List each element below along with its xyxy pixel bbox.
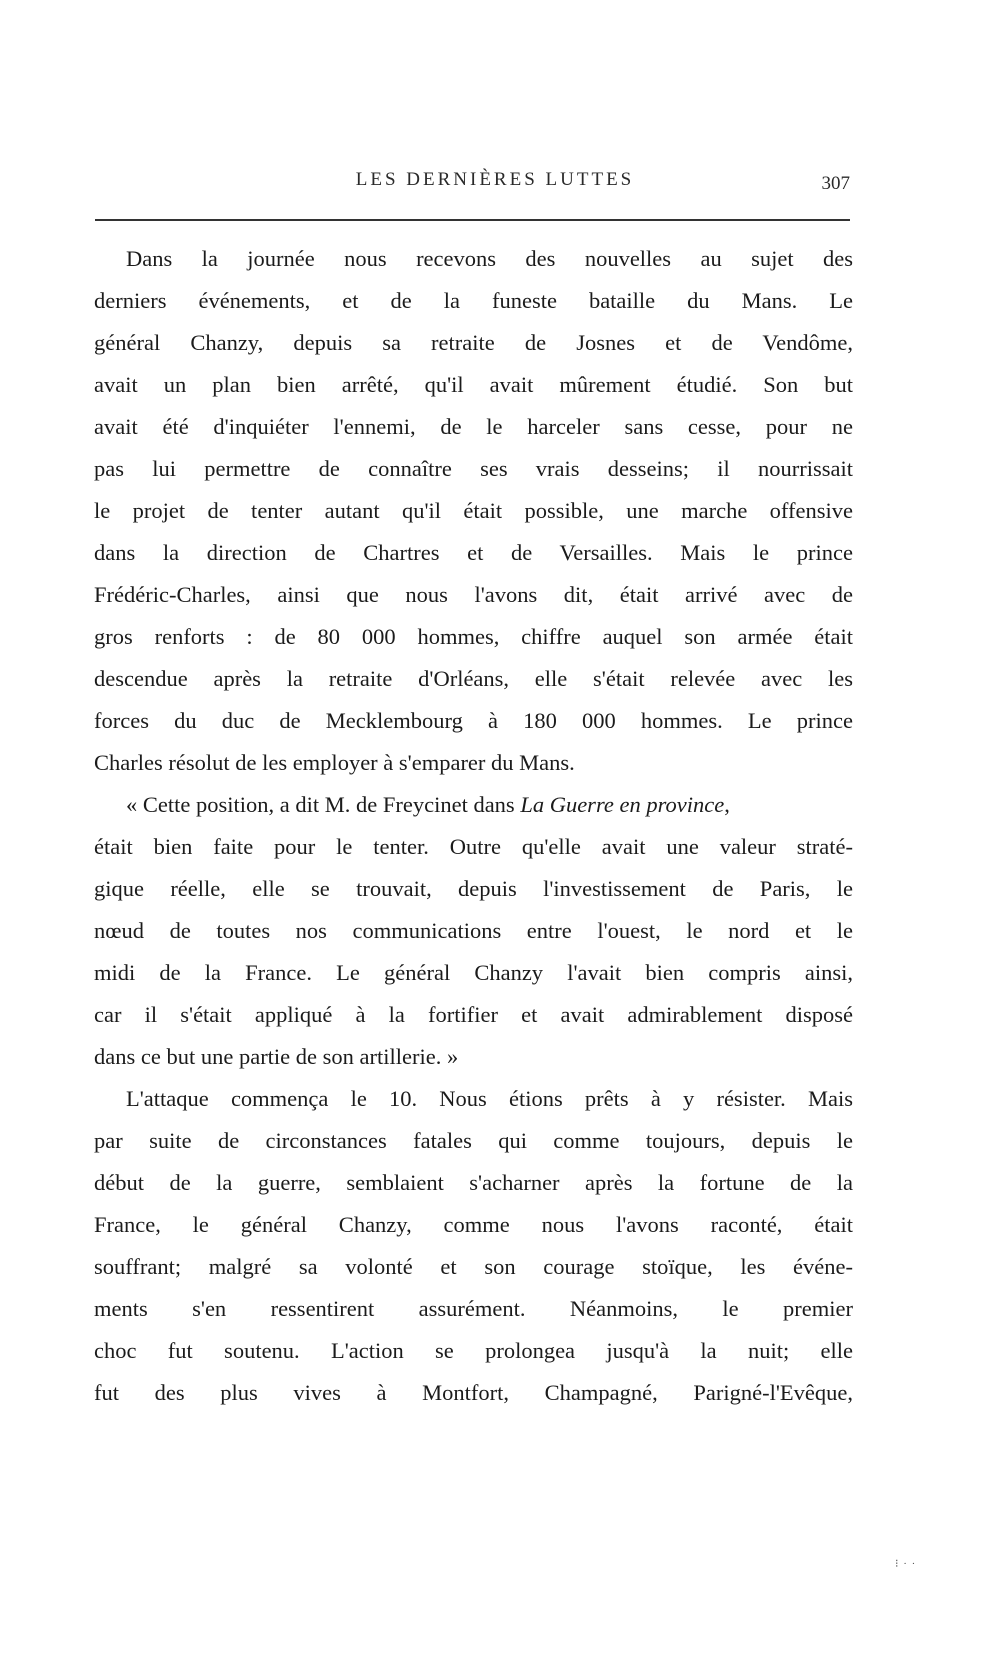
body-text xyxy=(94,238,853,1414)
text-line: Frédéric-Charles, ainsi que nous l'avons dit, était arrivé avec de xyxy=(94,582,853,607)
text-line: France, le général Chanzy, comme nous l'avons raconté, était xyxy=(94,1212,853,1237)
book-title: La Guerre en province xyxy=(520,792,725,817)
text-line: gique réelle, elle se trouvait, depuis l'investissement de Paris, le xyxy=(94,876,853,901)
text-line: dans ce but une partie de son artillerie. » xyxy=(94,1044,459,1069)
quote-line-start: « Cette position, a dit M. de Freycinet dans xyxy=(126,792,521,817)
text-line: gros renforts : de 80 000 hommes, chiffre auquel son armée était xyxy=(94,624,853,649)
text-line: souffrant; malgré sa volonté et son courage stoïque, les événe- xyxy=(94,1254,853,1279)
quote-first-line xyxy=(94,784,853,826)
text-line: pas lui permettre de connaître ses vrais desseins; il nourrissait xyxy=(94,456,853,481)
text-line: ments s'en ressentirent assurément. Néanmoins, le premier xyxy=(94,1296,853,1321)
text-line: le projet de tenter autant qu'il était possible, une marche offensive xyxy=(94,498,853,523)
text-line: était bien faite pour le tenter. Outre qu'elle avait une valeur straté- xyxy=(94,834,853,859)
text-line: avait un plan bien arrêté, qu'il avait mûrement étudié. Son but xyxy=(94,372,853,397)
text-line: début de la guerre, semblaient s'acharner après la fortune de la xyxy=(94,1170,853,1195)
running-title: LES DERNIÈRES LUTTES xyxy=(355,169,635,190)
quote-line-end: , xyxy=(724,792,730,817)
text-line: descendue après la retraite d'Orléans, elle s'était relevée avec les xyxy=(94,666,853,691)
scan-specks: ⁝ · · xyxy=(895,1558,917,1570)
text-line: midi de la France. Le général Chanzy l'avait bien compris ainsi, xyxy=(94,960,853,985)
text-line: L'attaque commença le 10. Nous étions prêts à y résister. Mais xyxy=(126,1086,853,1111)
text-line: dans la direction de Chartres et de Versailles. Mais le prince xyxy=(94,540,853,565)
text-line: fut des plus vives à Montfort, Champagné, Parigné-l'Evêque, xyxy=(94,1380,853,1405)
text-line: derniers événements, et de la funeste bataille du Mans. Le xyxy=(94,288,853,313)
text-line: forces du duc de Mecklembourg à 180 000 hommes. Le prince xyxy=(94,708,853,733)
text-line: car il s'était appliqué à la fortifier et avait admirablement disposé xyxy=(94,1002,853,1027)
text-line: Dans la journée nous recevons des nouvelles au sujet des xyxy=(126,246,853,271)
text-line: général Chanzy, depuis sa retraite de Josnes et de Vendôme, xyxy=(94,330,853,355)
text-line: Charles résolut de les employer à s'emparer du Mans. xyxy=(94,750,575,775)
text-line: choc fut soutenu. L'action se prolongea jusqu'à la nuit; elle xyxy=(94,1338,853,1363)
text-line: par suite de circonstances fatales qui comme toujours, depuis le xyxy=(94,1128,853,1153)
page-number: 307 xyxy=(821,173,850,194)
text-line: avait été d'inquiéter l'ennemi, de le harceler sans cesse, pour ne xyxy=(94,414,853,439)
header-rule xyxy=(95,219,850,221)
text-line: nœud de toutes nos communications entre l'ouest, le nord et le xyxy=(94,918,853,943)
